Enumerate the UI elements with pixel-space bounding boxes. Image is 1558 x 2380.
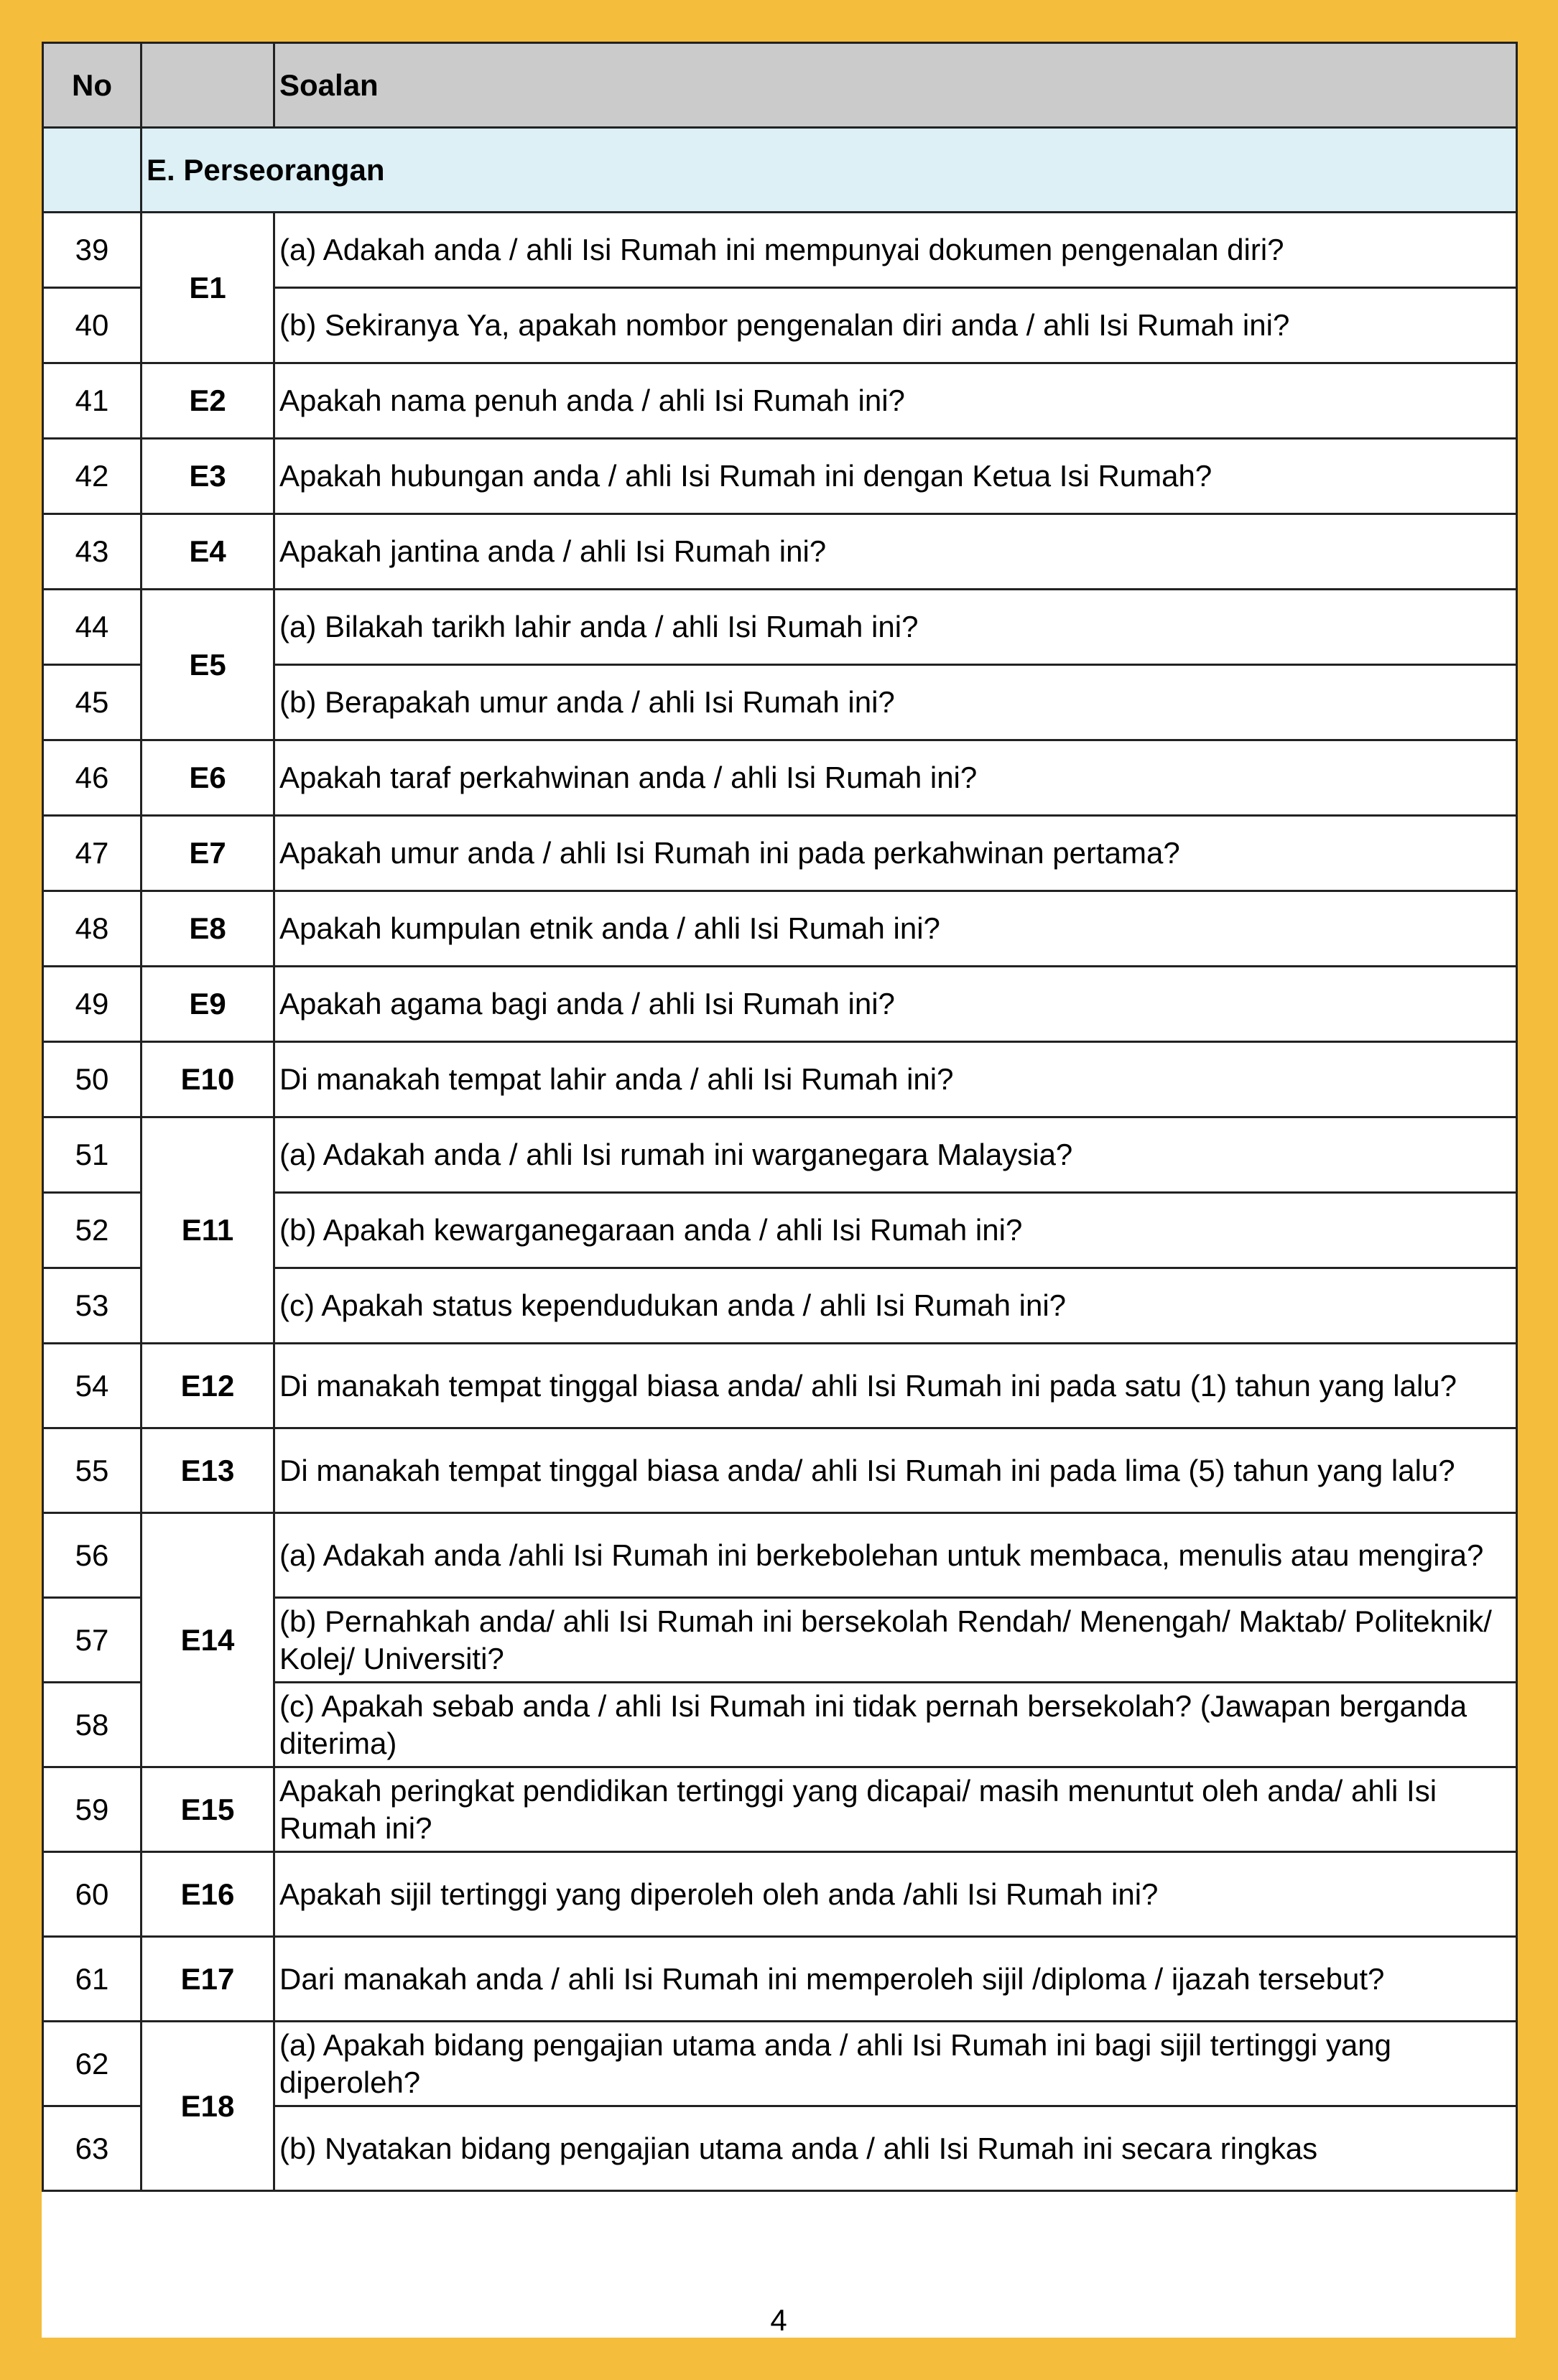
row-no: 62	[43, 2022, 142, 2106]
table-row	[43, 1852, 1517, 1937]
row-question: (a) Adakah anda / ahli Isi rumah ini warganegara Malaysia?	[274, 1117, 1517, 1193]
row-no: 48	[43, 891, 142, 967]
row-no: 44	[43, 590, 142, 665]
row-question: (a) Bilakah tarikh lahir anda / ahli Isi Rumah ini?	[274, 590, 1517, 665]
row-no: 59	[43, 1767, 142, 1852]
row-code: E18	[142, 2022, 274, 2191]
row-code: E5	[142, 590, 274, 740]
row-no: 61	[43, 1937, 142, 2022]
row-question: Apakah peringkat pendidikan tertinggi yang dicapai/ masih menuntut oleh anda/ ahli Isi Rumah ini?	[274, 1767, 1517, 1852]
row-no: 51	[43, 1117, 142, 1193]
row-question: (b) Pernahkah anda/ ahli Isi Rumah ini bersekolah Rendah/ Menengah/ Maktab/ Politeknik/ Kolej/ Universiti?	[274, 1598, 1517, 1683]
row-code: E8	[142, 891, 274, 967]
table-row	[43, 740, 1517, 816]
row-code: E14	[142, 1513, 274, 1767]
table-row	[43, 2022, 1517, 2106]
row-question: (c) Apakah sebab anda / ahli Isi Rumah ini tidak pernah bersekolah? (Jawapan berganda diterima)	[274, 1683, 1517, 1767]
table-row	[43, 213, 1517, 288]
row-no: 52	[43, 1193, 142, 1268]
table-row	[43, 891, 1517, 967]
table-row	[43, 816, 1517, 891]
row-code: E2	[142, 363, 274, 439]
row-question: Apakah agama bagi anda / ahli Isi Rumah ini?	[274, 967, 1517, 1042]
row-no: 45	[43, 665, 142, 740]
row-question: (a) Apakah bidang pengajian utama anda / ahli Isi Rumah ini bagi sijil tertinggi yang diperoleh?	[274, 2022, 1517, 2106]
row-question: (a) Adakah anda / ahli Isi Rumah ini mempunyai dokumen pengenalan diri?	[274, 213, 1517, 288]
row-no: 40	[43, 288, 142, 363]
row-question: (a) Adakah anda /ahli Isi Rumah ini berkebolehan untuk membaca, menulis atau mengira?	[274, 1513, 1517, 1598]
row-question: Apakah kumpulan etnik anda / ahli Isi Rumah ini?	[274, 891, 1517, 967]
row-question: Apakah sijil tertinggi yang diperoleh oleh anda /ahli Isi Rumah ini?	[274, 1852, 1517, 1937]
table-row	[43, 439, 1517, 514]
row-no: 55	[43, 1428, 142, 1513]
table-row	[43, 1428, 1517, 1513]
section-row	[43, 128, 1517, 213]
row-question: Di manakah tempat tinggal biasa anda/ ahli Isi Rumah ini pada satu (1) tahun yang lalu?	[274, 1344, 1517, 1428]
row-code: E13	[142, 1428, 274, 1513]
row-question: (b) Nyatakan bidang pengajian utama anda / ahli Isi Rumah ini secara ringkas	[274, 2106, 1517, 2191]
row-question: Apakah hubungan anda / ahli Isi Rumah ini dengan Ketua Isi Rumah?	[274, 439, 1517, 514]
row-no: 57	[43, 1598, 142, 1683]
row-no: 41	[43, 363, 142, 439]
row-question: (b) Berapakah umur anda / ahli Isi Rumah ini?	[274, 665, 1517, 740]
row-question: Di manakah tempat tinggal biasa anda/ ahli Isi Rumah ini pada lima (5) tahun yang lalu?	[274, 1428, 1517, 1513]
table-row	[43, 1344, 1517, 1428]
row-code: E4	[142, 514, 274, 590]
row-question: Apakah jantina anda / ahli Isi Rumah ini?	[274, 514, 1517, 590]
table-row	[43, 590, 1517, 665]
row-no: 54	[43, 1344, 142, 1428]
row-no: 49	[43, 967, 142, 1042]
row-no: 58	[43, 1683, 142, 1767]
row-no: 50	[43, 1042, 142, 1117]
header-code	[142, 43, 274, 128]
row-no: 43	[43, 514, 142, 590]
table-row	[43, 1937, 1517, 2022]
table-header-row	[43, 43, 1517, 128]
row-question: (b) Apakah kewarganegaraan anda / ahli Isi Rumah ini?	[274, 1193, 1517, 1268]
table-row	[43, 363, 1517, 439]
row-question: Dari manakah anda / ahli Isi Rumah ini memperoleh sijil /diploma / ijazah tersebut?	[274, 1937, 1517, 2022]
row-code: E3	[142, 439, 274, 514]
document-page	[42, 42, 1516, 2338]
section-title: E. Perseorangan	[142, 128, 1517, 213]
row-code: E11	[142, 1117, 274, 1344]
row-code: E10	[142, 1042, 274, 1117]
row-code: E12	[142, 1344, 274, 1428]
table-row	[43, 514, 1517, 590]
row-question: Apakah umur anda / ahli Isi Rumah ini pada perkahwinan pertama?	[274, 816, 1517, 891]
row-code: E7	[142, 816, 274, 891]
row-code: E9	[142, 967, 274, 1042]
row-question: Di manakah tempat lahir anda / ahli Isi Rumah ini?	[274, 1042, 1517, 1117]
row-code: E1	[142, 213, 274, 363]
header-no: No	[43, 43, 142, 128]
row-no: 60	[43, 1852, 142, 1937]
row-question: Apakah nama penuh anda / ahli Isi Rumah ini?	[274, 363, 1517, 439]
row-no: 53	[43, 1268, 142, 1344]
row-no: 46	[43, 740, 142, 816]
row-question: (b) Sekiranya Ya, apakah nombor pengenalan diri anda / ahli Isi Rumah ini?	[274, 288, 1517, 363]
row-question: Apakah taraf perkahwinan anda / ahli Isi Rumah ini?	[274, 740, 1517, 816]
row-no: 56	[43, 1513, 142, 1598]
table-row	[43, 1513, 1517, 1598]
row-question: (c) Apakah status kependudukan anda / ahli Isi Rumah ini?	[274, 1268, 1517, 1344]
page-number: 4	[770, 2303, 787, 2337]
table-row	[43, 1767, 1517, 1852]
row-no: 42	[43, 439, 142, 514]
row-code: E15	[142, 1767, 274, 1852]
header-question: Soalan	[274, 43, 1517, 128]
table-row	[43, 1117, 1517, 1193]
questions-table	[42, 42, 1518, 2192]
table-row	[43, 1042, 1517, 1117]
row-no: 39	[43, 213, 142, 288]
row-no: 47	[43, 816, 142, 891]
row-code: E6	[142, 740, 274, 816]
table-row	[43, 967, 1517, 1042]
row-code: E16	[142, 1852, 274, 1937]
section-blank-cell	[43, 128, 142, 213]
row-code: E17	[142, 1937, 274, 2022]
row-no: 63	[43, 2106, 142, 2191]
